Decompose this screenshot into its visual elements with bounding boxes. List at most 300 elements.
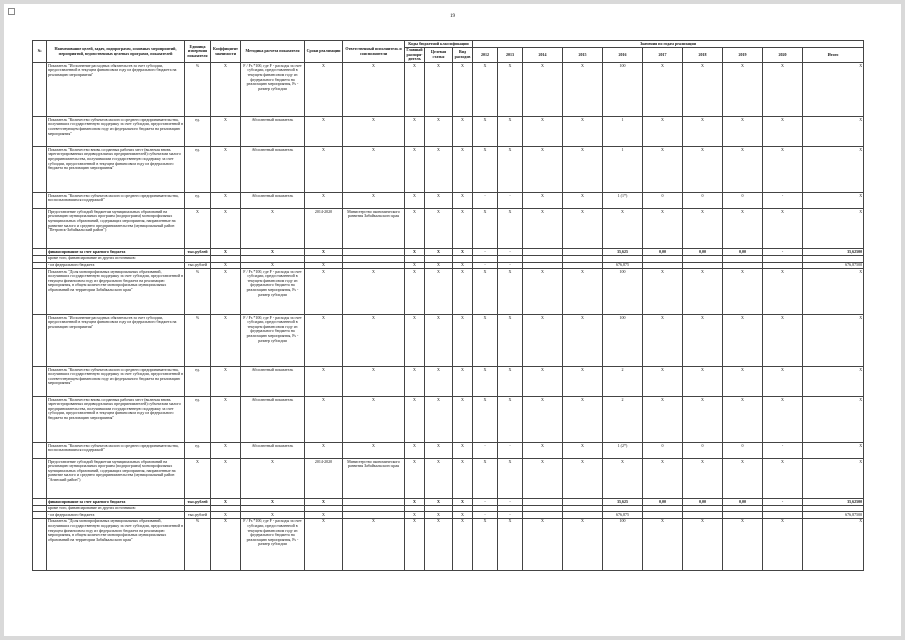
- cell-num: [33, 209, 47, 249]
- cell-unit: %: [185, 315, 211, 367]
- cell-year-value: -: [473, 193, 498, 209]
- cell-num: [33, 255, 47, 262]
- cell-year-value: Х: [523, 518, 563, 570]
- cell-kbk-gr: Х: [405, 443, 425, 459]
- cell-year-value: Х: [723, 63, 763, 117]
- cell-year-value: Х: [683, 209, 723, 249]
- cell-year-value: Х: [803, 459, 864, 499]
- cell-method: [241, 255, 305, 262]
- cell-year-value: [763, 512, 803, 519]
- cell-resp: [343, 262, 405, 269]
- cell-year-value: Х: [763, 459, 803, 499]
- cell-year-value: Х: [498, 397, 523, 443]
- cell-year-value: Х: [643, 367, 683, 397]
- cell-name: Показатель "Количество вновь созданных рабочих мест (включая вновь зарегистрированных индивидуальных предпринимателей) субъектами малого предпринимательства, получившими государственную поддержку за счет субсидии, предоставленной в текущем финансовом году из федерального бюджета на реализацию мероприятия": [47, 397, 185, 443]
- cell-method: F / Fs *100, где F - расходы за счет субсидии, предоставленной в текущем финансовом году из федерального бюджета на реализацию мероприятия, Fs - размер субсидии: [241, 518, 305, 570]
- cell-year-value: Х: [683, 147, 723, 193]
- cell-year-value: 676,87500: [803, 512, 864, 519]
- cell-year-value: Х: [498, 117, 523, 147]
- cell-kbk-vr: Х: [453, 63, 473, 117]
- col-year: 2014: [523, 47, 563, 63]
- table-row: [33, 512, 864, 519]
- cell-kbk-cs: Х: [425, 249, 453, 256]
- cell-year-value: [803, 255, 864, 262]
- table-row: [33, 315, 864, 367]
- cell-year-value: [563, 249, 603, 256]
- cell-year-value: Х: [683, 63, 723, 117]
- cell-resp: Х: [343, 147, 405, 193]
- table-row: [33, 255, 864, 262]
- col-kbk: Коды бюджетной классификации: [405, 41, 473, 48]
- cell-unit: тыс.рублей: [185, 249, 211, 256]
- cell-year-value: 0,00: [723, 499, 763, 506]
- cell-year-value: Х: [763, 209, 803, 249]
- cell-year-value: Х: [803, 367, 864, 397]
- cell-kbk-cs: Х: [425, 63, 453, 117]
- cell-year-value: Х: [763, 63, 803, 117]
- cell-year-value: [803, 505, 864, 512]
- cell-year-value: 35,625: [603, 249, 643, 256]
- cell-year-value: Х: [803, 269, 864, 315]
- cell-year-value: 1: [603, 117, 643, 147]
- cell-year-value: 100: [603, 63, 643, 117]
- cell-year-value: Х: [523, 397, 563, 443]
- cell-year-value: [723, 255, 763, 262]
- cell-year-value: [723, 512, 763, 519]
- cell-num: [33, 193, 47, 209]
- cell-coef: Х: [211, 262, 241, 269]
- cell-method: Х: [241, 249, 305, 256]
- cell-num: [33, 505, 47, 512]
- col-kbk-sub: Целевая статья: [425, 47, 453, 63]
- cell-term: Х: [305, 147, 343, 193]
- cell-year-value: Х: [723, 269, 763, 315]
- cell-kbk-cs: Х: [425, 193, 453, 209]
- cell-year-value: -: [473, 262, 498, 269]
- cell-kbk-gr: Х: [405, 269, 425, 315]
- cell-name: Показатель "Количество субъектов малого и среднего предпринимательства, воспользовавшихся поддержкой": [47, 443, 185, 459]
- cell-year-value: 100: [603, 315, 643, 367]
- cell-year-value: Х: [563, 63, 603, 117]
- cell-unit: ед.: [185, 443, 211, 459]
- cell-kbk-vr: Х: [453, 518, 473, 570]
- col-kbk-sub: Вид расходов: [453, 47, 473, 63]
- header-row-1: [33, 41, 864, 48]
- cell-resp: Х: [343, 518, 405, 570]
- cell-resp: Х: [343, 315, 405, 367]
- cell-year-value: Х: [683, 459, 723, 499]
- cell-year-value: Х: [523, 147, 563, 193]
- cell-year-value: Х: [643, 63, 683, 117]
- cell-method: [241, 505, 305, 512]
- cell-coef: Х: [211, 367, 241, 397]
- cell-resp: [343, 512, 405, 519]
- cell-num: [33, 367, 47, 397]
- cell-year-value: 35,62500: [803, 249, 864, 256]
- cell-kbk-gr: [405, 505, 425, 512]
- cell-year-value: Х: [498, 459, 523, 499]
- cell-year-value: Х: [763, 367, 803, 397]
- cell-year-value: Х: [523, 269, 563, 315]
- cell-year-value: Х: [803, 315, 864, 367]
- cell-kbk-cs: Х: [425, 117, 453, 147]
- cell-year-value: [763, 255, 803, 262]
- cell-coef: Х: [211, 147, 241, 193]
- cell-year-value: 0,00: [723, 249, 763, 256]
- cell-method: Х: [241, 209, 305, 249]
- cell-year-value: [563, 505, 603, 512]
- cell-year-value: 100: [603, 518, 643, 570]
- cell-term: Х: [305, 262, 343, 269]
- document-page: [4, 4, 901, 636]
- cell-year-value: Х: [523, 117, 563, 147]
- cell-coef: Х: [211, 499, 241, 506]
- cell-year-value: Х: [643, 117, 683, 147]
- cell-year-value: Х: [523, 443, 563, 459]
- cell-year-value: Х: [683, 269, 723, 315]
- cell-term: Х: [305, 193, 343, 209]
- cell-num: [33, 315, 47, 367]
- table-row: [33, 505, 864, 512]
- table-row: [33, 397, 864, 443]
- cell-year-value: Х: [803, 63, 864, 117]
- cell-kbk-gr: Х: [405, 63, 425, 117]
- cell-num: [33, 262, 47, 269]
- cell-term: Х: [305, 249, 343, 256]
- cell-num: [33, 249, 47, 256]
- cell-year-value: 0,00: [643, 499, 683, 506]
- cell-year-value: Х: [643, 518, 683, 570]
- cell-kbk-vr: Х: [453, 443, 473, 459]
- cell-coef: Х: [211, 63, 241, 117]
- cell-resp: Х: [343, 443, 405, 459]
- cell-year-value: 0: [643, 443, 683, 459]
- cell-year-value: Х: [683, 117, 723, 147]
- col-year: 2018: [683, 47, 723, 63]
- table-row: [33, 63, 864, 117]
- cell-year-value: -: [473, 499, 498, 506]
- cell-year-value: Х: [473, 518, 498, 570]
- cell-name: Показатель "Доля монопрофильных муниципальных образований, получивших государственную поддержку за счет субсидии, предоставленной в текущем финансовом году из федерального бюджета на реализацию мероприятия, в общем количестве монопрофильных муниципальных образований на территории Забайкальского края": [47, 269, 185, 315]
- cell-year-value: Х: [523, 209, 563, 249]
- cell-num: [33, 459, 47, 499]
- cell-year-value: [473, 255, 498, 262]
- cell-num: [33, 63, 47, 117]
- cell-kbk-cs: Х: [425, 499, 453, 506]
- cell-resp: Министерство экономического развития Забайкальского края: [343, 209, 405, 249]
- cell-year-value: [498, 505, 523, 512]
- program-table: [32, 40, 864, 571]
- col-year: 2013: [498, 47, 523, 63]
- cell-kbk-gr: Х: [405, 209, 425, 249]
- cell-year-value: Х: [643, 315, 683, 367]
- cell-year-value: Х: [473, 147, 498, 193]
- cell-num: [33, 269, 47, 315]
- cell-resp: Х: [343, 367, 405, 397]
- cell-year-value: Х: [523, 63, 563, 117]
- cell-coef: [211, 255, 241, 262]
- table-row: [33, 249, 864, 256]
- cell-year-value: [523, 505, 563, 512]
- cell-year-value: [473, 505, 498, 512]
- cell-num: [33, 443, 47, 459]
- cell-kbk-cs: Х: [425, 367, 453, 397]
- cell-year-value: -: [498, 249, 523, 256]
- cell-year-value: Х: [723, 367, 763, 397]
- cell-coef: Х: [211, 249, 241, 256]
- cell-unit: Х: [185, 209, 211, 249]
- cell-year-value: Х: [803, 193, 864, 209]
- cell-year-value: Х: [763, 518, 803, 570]
- cell-resp: Министерство экономического развития Забайкальского края: [343, 459, 405, 499]
- cell-resp: Х: [343, 117, 405, 147]
- cell-kbk-cs: Х: [425, 315, 453, 367]
- cell-method: Х: [241, 499, 305, 506]
- cell-kbk-vr: Х: [453, 512, 473, 519]
- cell-year-value: Х: [473, 315, 498, 367]
- cell-year-value: 0,00: [683, 249, 723, 256]
- cell-year-value: [683, 262, 723, 269]
- table-row: [33, 499, 864, 506]
- cell-year-value: [763, 262, 803, 269]
- cell-kbk-gr: Х: [405, 397, 425, 443]
- cell-year-value: -: [473, 249, 498, 256]
- cell-year-value: -: [763, 443, 803, 459]
- cell-kbk-vr: [453, 505, 473, 512]
- col-coef: Коэффициент значимости: [211, 41, 241, 63]
- cell-kbk-vr: Х: [453, 499, 473, 506]
- cell-year-value: [563, 262, 603, 269]
- cell-term: Х: [305, 499, 343, 506]
- cell-year-value: Х: [643, 397, 683, 443]
- cell-year-value: Х: [803, 518, 864, 570]
- cell-coef: [211, 505, 241, 512]
- cell-year-value: Х: [563, 147, 603, 193]
- cell-year-value: -: [498, 443, 523, 459]
- cell-resp: Х: [343, 397, 405, 443]
- cell-resp: [343, 255, 405, 262]
- cell-coef: Х: [211, 443, 241, 459]
- cell-year-value: Х: [643, 269, 683, 315]
- cell-year-value: [603, 505, 643, 512]
- cell-unit: ед.: [185, 147, 211, 193]
- cell-name: Предоставление субсидий бюджетам муниципальных образований на реализацию муниципальных программ (подпрограмм) монопрофильных муниципальных образований, содержащих мероприятия, направленные на развитие малого и среднего предпринимательства (муниципальный район "Агинский район"): [47, 459, 185, 499]
- cell-year-value: 0: [683, 443, 723, 459]
- cell-method: Х: [241, 512, 305, 519]
- cell-year-value: Х: [803, 397, 864, 443]
- table-row: [33, 459, 864, 499]
- cell-resp: Х: [343, 269, 405, 315]
- col-year: 2016: [603, 47, 643, 63]
- cell-year-value: Х: [523, 367, 563, 397]
- cell-year-value: -: [473, 512, 498, 519]
- col-year: 2015: [563, 47, 603, 63]
- cell-kbk-cs: Х: [425, 269, 453, 315]
- cell-year-value: [683, 505, 723, 512]
- cell-year-value: 0,00: [683, 499, 723, 506]
- cell-num: [33, 147, 47, 193]
- cell-year-value: Х: [603, 459, 643, 499]
- cell-term: Х: [305, 63, 343, 117]
- cell-kbk-vr: Х: [453, 209, 473, 249]
- cell-year-value: Х: [723, 397, 763, 443]
- cell-name: Показатель "Количество субъектов малого и среднего предпринимательства, получивших государственную поддержку за счет субсидии, предоставленной в соответствующем финансовом году из федерального бюджета на реализацию мероприятия": [47, 117, 185, 147]
- cell-coef: Х: [211, 459, 241, 499]
- cell-year-value: 0: [723, 443, 763, 459]
- cell-term: Х: [305, 117, 343, 147]
- cell-unit: [185, 255, 211, 262]
- cell-year-value: Х: [498, 209, 523, 249]
- cell-term: Х: [305, 397, 343, 443]
- cell-num: [33, 117, 47, 147]
- cell-year-value: Х: [563, 315, 603, 367]
- col-num: №: [33, 41, 47, 63]
- cell-coef: Х: [211, 512, 241, 519]
- cell-year-value: Х: [473, 63, 498, 117]
- cell-year-value: Х: [498, 63, 523, 117]
- cell-year-value: [763, 505, 803, 512]
- cell-year-value: 2: [603, 397, 643, 443]
- cell-year-value: Х: [723, 117, 763, 147]
- cell-year-value: Х: [473, 209, 498, 249]
- cell-year-value: Х: [563, 209, 603, 249]
- cell-year-value: Х: [763, 397, 803, 443]
- cell-method: Абсолютный показатель: [241, 367, 305, 397]
- cell-unit: Х: [185, 459, 211, 499]
- col-year: 2012: [473, 47, 498, 63]
- col-unit: Единица измерения показателя: [185, 41, 211, 63]
- cell-year-value: Х: [683, 315, 723, 367]
- cell-year-value: Х: [723, 209, 763, 249]
- cell-unit: %: [185, 63, 211, 117]
- cell-coef: Х: [211, 397, 241, 443]
- cell-kbk-vr: Х: [453, 262, 473, 269]
- table-row: [33, 367, 864, 397]
- cell-coef: Х: [211, 117, 241, 147]
- cell-term: 2014-2020: [305, 209, 343, 249]
- cell-unit: ед.: [185, 193, 211, 209]
- cell-method: F / Fs *100, где F - расходы за счет субсидии, предоставленной в текущем финансовом году из федерального бюджета на реализацию мероприятия, Fs - размер субсидии: [241, 63, 305, 117]
- cell-kbk-cs: Х: [425, 209, 453, 249]
- cell-year-value: Х: [643, 459, 683, 499]
- cell-kbk-gr: Х: [405, 117, 425, 147]
- cell-name: финансирование за счет краевого бюджета: [47, 249, 185, 256]
- cell-year-value: Х: [498, 518, 523, 570]
- cell-kbk-gr: Х: [405, 249, 425, 256]
- col-resp: Ответственный исполнитель и соисполнители: [343, 41, 405, 63]
- cell-year-value: -: [763, 499, 803, 506]
- cell-kbk-vr: Х: [453, 367, 473, 397]
- table-body: [33, 63, 864, 571]
- cell-kbk-gr: Х: [405, 262, 425, 269]
- cell-year-value: Х: [763, 315, 803, 367]
- cell-resp: [343, 499, 405, 506]
- cell-year-value: [523, 249, 563, 256]
- cell-year-value: Х: [473, 117, 498, 147]
- cell-kbk-vr: Х: [453, 397, 473, 443]
- cell-year-value: Х: [473, 397, 498, 443]
- cell-year-value: Х: [473, 367, 498, 397]
- cell-term: [305, 505, 343, 512]
- cell-year-value: Х: [723, 518, 763, 570]
- cell-year-value: Х: [683, 367, 723, 397]
- cell-num: [33, 512, 47, 519]
- cell-unit: ед.: [185, 367, 211, 397]
- cell-year-value: Х: [498, 147, 523, 193]
- cell-year-value: -: [473, 443, 498, 459]
- cell-kbk-cs: Х: [425, 512, 453, 519]
- cell-year-value: [563, 255, 603, 262]
- cell-year-value: 0: [643, 193, 683, 209]
- cell-year-value: [523, 499, 563, 506]
- cell-year-value: -: [498, 499, 523, 506]
- col-year: 2019: [723, 47, 763, 63]
- cell-year-value: Х: [473, 459, 498, 499]
- cell-term: Х: [305, 512, 343, 519]
- cell-kbk-cs: Х: [425, 443, 453, 459]
- table-row: [33, 269, 864, 315]
- cell-year-value: Х: [563, 443, 603, 459]
- cell-year-value: [523, 262, 563, 269]
- cell-year-value: [683, 512, 723, 519]
- cell-year-value: Х: [523, 315, 563, 367]
- cell-name: Показатель "Доля монопрофильных муниципальных образований, получивших государственную поддержку за счет субсидии, предоставленной в текущем финансовом году из федерального бюджета на реализацию мероприятия, в общем количестве монопрофильных муниципальных образований на территории Забайкальского края": [47, 518, 185, 570]
- cell-coef: Х: [211, 518, 241, 570]
- cell-year-value: 2: [603, 367, 643, 397]
- col-kbk-sub: Главный распоря-дитель: [406, 47, 423, 62]
- cell-kbk-gr: Х: [405, 315, 425, 367]
- cell-method: Х: [241, 459, 305, 499]
- cell-year-value: Х: [763, 117, 803, 147]
- cell-coef: Х: [211, 269, 241, 315]
- cell-year-value: 676,875: [603, 262, 643, 269]
- cell-term: Х: [305, 315, 343, 367]
- cell-kbk-cs: Х: [425, 262, 453, 269]
- cell-year-value: Х: [563, 117, 603, 147]
- cell-year-value: Х: [723, 459, 763, 499]
- cell-year-value: Х: [803, 117, 864, 147]
- cell-year-value: Х: [763, 147, 803, 193]
- cell-year-value: Х: [473, 269, 498, 315]
- cell-year-value: [523, 512, 563, 519]
- cell-year-value: [603, 255, 643, 262]
- cell-year-value: [498, 255, 523, 262]
- table-row: [33, 147, 864, 193]
- cell-year-value: 1: [603, 147, 643, 193]
- cell-resp: Х: [343, 193, 405, 209]
- table-row: [33, 262, 864, 269]
- table-row: [33, 518, 864, 570]
- cell-year-value: Х: [523, 193, 563, 209]
- cell-kbk-vr: Х: [453, 249, 473, 256]
- cell-kbk-vr: [453, 255, 473, 262]
- cell-year-value: Х: [643, 147, 683, 193]
- cell-year-value: Х: [563, 397, 603, 443]
- table-row: [33, 193, 864, 209]
- cell-year-value: -: [498, 512, 523, 519]
- cell-name: Показатель "Количество субъектов малого и среднего предпринимательства, воспользовавшихся поддержкой": [47, 193, 185, 209]
- cell-method: Абсолютный показатель: [241, 147, 305, 193]
- cell-term: Х: [305, 367, 343, 397]
- cell-kbk-gr: Х: [405, 512, 425, 519]
- cell-resp: [343, 249, 405, 256]
- cell-year-value: Х: [498, 315, 523, 367]
- cell-kbk-cs: [425, 255, 453, 262]
- cell-term: [305, 255, 343, 262]
- cell-kbk-gr: Х: [405, 499, 425, 506]
- col-year: Итого: [803, 47, 864, 63]
- cell-unit: тыс.рублей: [185, 262, 211, 269]
